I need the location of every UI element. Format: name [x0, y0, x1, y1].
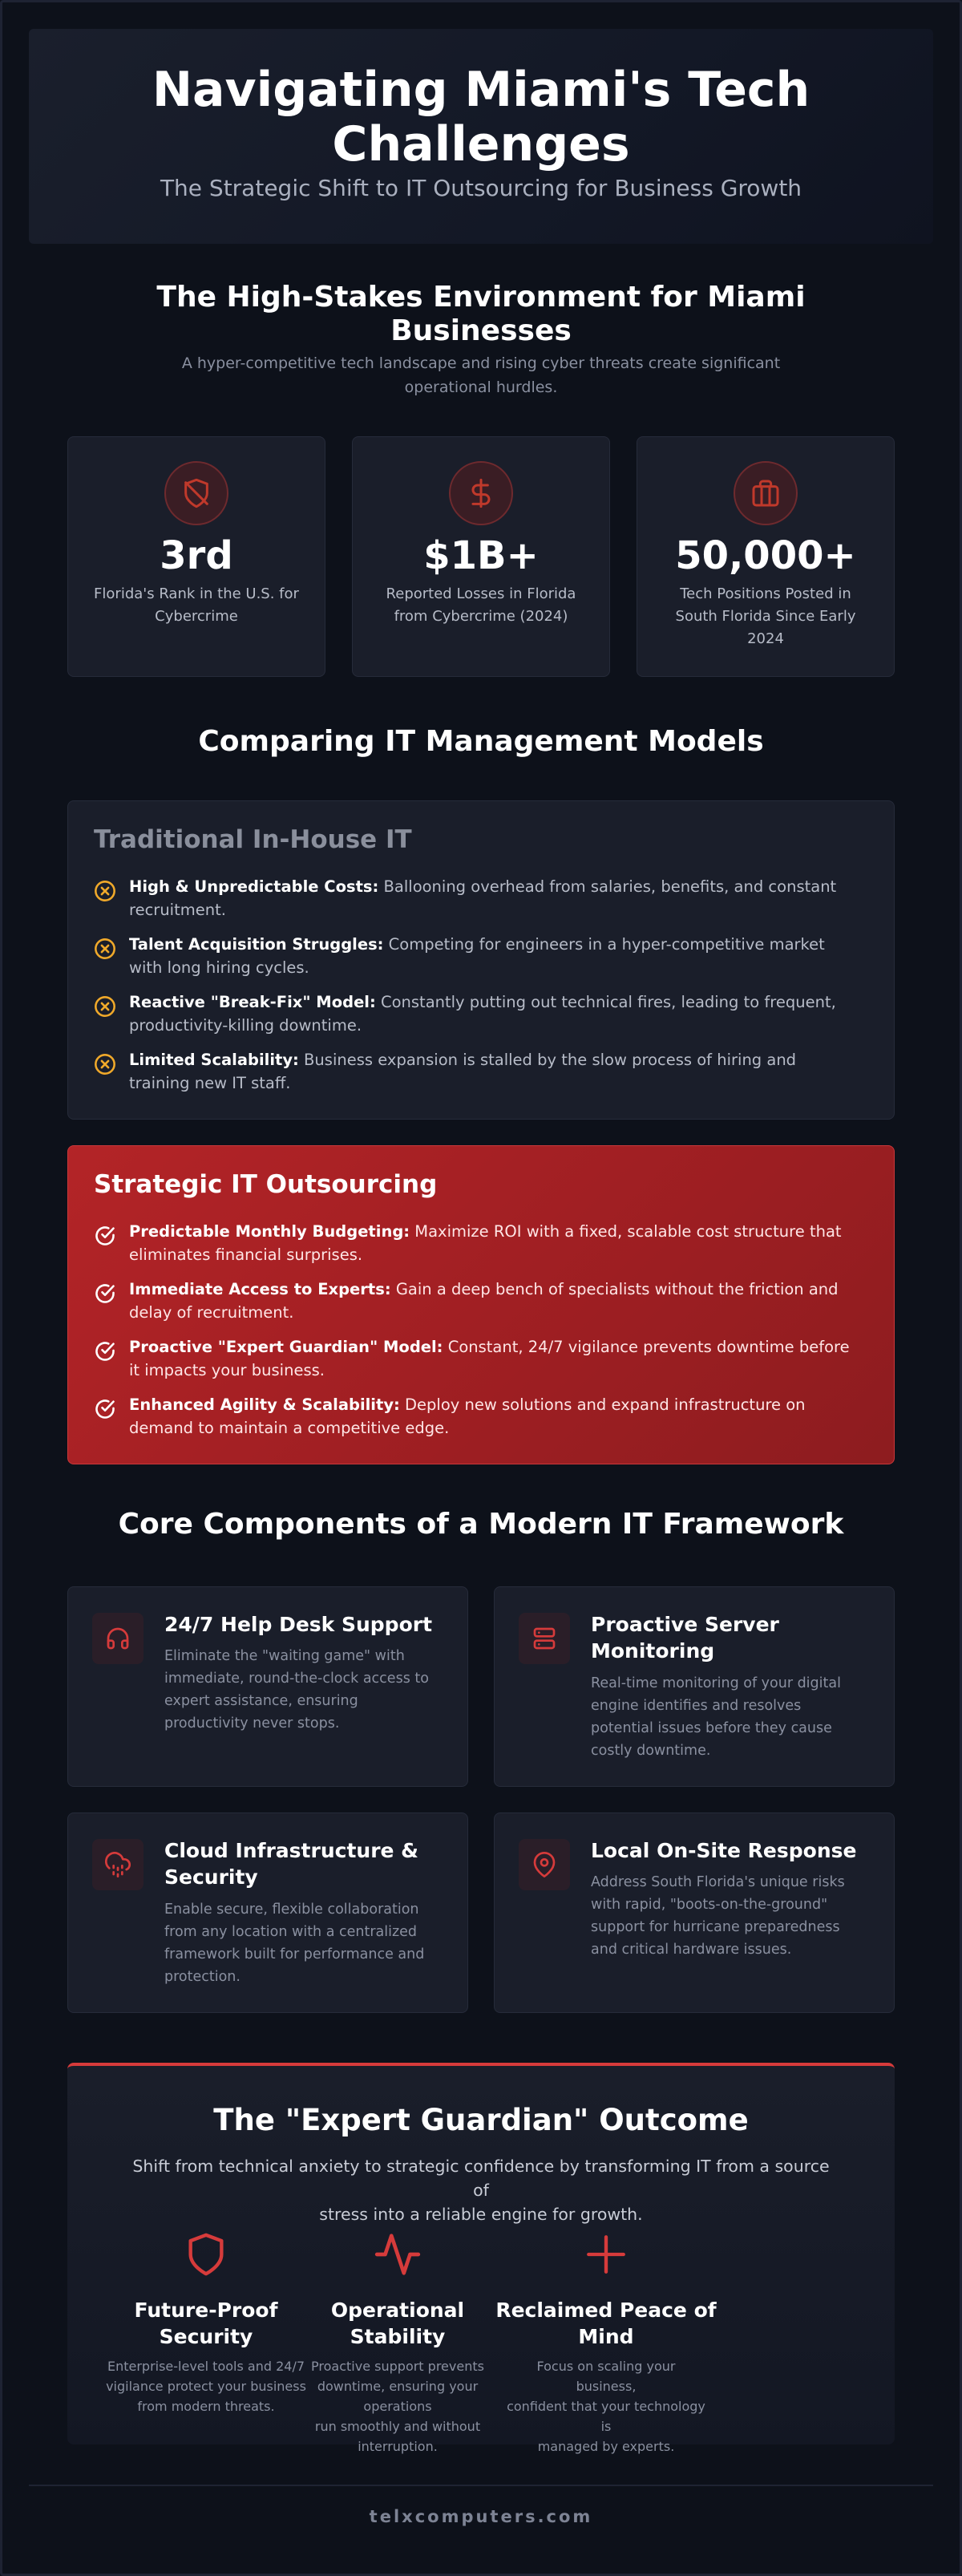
traditional-item-line1: Competing for engineers in a hyper-competitive market	[383, 935, 825, 954]
component-title	[591, 1611, 875, 1664]
outsourcing-item-line2: delay of recruitment.	[129, 1303, 294, 1322]
traditional-item-text	[129, 1048, 870, 1095]
outsourcing-title: Strategic IT Outsourcing	[94, 1170, 438, 1199]
outcome-desc-line: confident that your technology is	[507, 2399, 705, 2434]
component-title-line1: Proactive Server	[591, 1613, 779, 1636]
traditional-it-title: Traditional In-House IT	[94, 825, 412, 854]
component-desc-line: from any location with a centralized	[164, 1924, 418, 1940]
environment-desc-line1: A hyper-competitive tech landscape and rising cyber threats create significant	[181, 354, 781, 372]
environment-desc-line2: operational hurdles.	[404, 379, 558, 396]
outcome-item-title	[281, 2297, 514, 2350]
outcome-desc-line: Focus on scaling your business,	[536, 2359, 676, 2394]
outcome-desc-line: run smoothly and without	[314, 2419, 481, 2434]
check-circle-icon	[94, 1225, 116, 1247]
component-description	[591, 1871, 870, 1961]
stat-label-line1: Tech Positions Posted in	[680, 585, 851, 602]
outsourcing-item-heading: Immediate Access to Experts:	[129, 1280, 391, 1298]
traditional-item-heading: High & Unpredictable Costs:	[129, 877, 379, 896]
outcome-item	[490, 2226, 722, 2457]
component-desc-line: productivity never stops.	[164, 1715, 340, 1732]
headset-icon	[92, 1613, 143, 1664]
stat-label-line2: South Florida Since Early	[675, 608, 856, 625]
page-title	[29, 63, 933, 172]
component-desc-line: framework built for performance and	[164, 1946, 425, 1962]
traditional-item-line2: recruitment.	[129, 901, 226, 919]
component-title-line2: Monitoring	[591, 1639, 715, 1663]
traditional-item-line1: Business expansion is stalled by the slow process of hiring and	[298, 1051, 797, 1069]
outcome-desc-line: managed by experts.	[537, 2439, 675, 2454]
component-title	[164, 1837, 448, 1890]
environment-title	[0, 281, 962, 348]
traditional-item-text	[129, 933, 870, 979]
outsourcing-item-heading: Proactive "Expert Guardian" Model:	[129, 1338, 443, 1356]
traditional-item	[94, 933, 870, 981]
outcome-title-line1: Future-Proof	[134, 2299, 278, 2322]
outcome-desc-line: vigilance protect your business	[106, 2379, 306, 2394]
outsourcing-item	[94, 1278, 870, 1326]
traditional-item-text	[129, 990, 870, 1037]
outcome-item-title	[490, 2297, 722, 2350]
x-circle-icon	[94, 938, 116, 960]
component-desc-line: expert assistance, ensuring	[164, 1693, 358, 1709]
check-circle-icon	[94, 1340, 116, 1363]
stat-card-tech-positions	[637, 436, 895, 677]
component-desc-line: protection.	[164, 1969, 240, 1985]
check-circle-icon	[94, 1398, 116, 1420]
stat-label	[658, 583, 873, 650]
component-desc-line: support for hurricane preparedness	[591, 1919, 840, 1935]
stat-label-line3: 2024	[747, 630, 784, 647]
environment-description	[152, 351, 810, 399]
map-pin-icon	[519, 1839, 570, 1890]
outcome-title-line2: Mind	[578, 2325, 634, 2348]
outsourcing-card	[67, 1145, 895, 1464]
traditional-item	[94, 990, 870, 1039]
outcome-desc-line: from modern threats.	[137, 2399, 275, 2414]
outcome-title-line2: Security	[159, 2325, 253, 2348]
outcome-desc-line: Enterprise-level tools and 24/7	[107, 2359, 305, 2374]
briefcase-icon	[734, 461, 798, 525]
stat-value: 50,000+	[675, 533, 856, 578]
traditional-item-line2: training new IT staff.	[129, 1074, 291, 1092]
outcome-desc-line: downtime, ensuring your operations	[317, 2379, 479, 2414]
outcome-desc-line2: stress into a reliable engine for growth.	[319, 2205, 643, 2224]
component-title-line1: 24/7 Help Desk Support	[164, 1613, 433, 1636]
component-title-line1: Local On-Site Response	[591, 1839, 857, 1862]
footer-domain: telxcomputers.com	[369, 2507, 593, 2526]
dollar-icon	[449, 461, 513, 525]
component-card	[67, 1813, 468, 2013]
component-desc-line: with rapid, "boots-on-the-ground"	[591, 1897, 828, 1913]
traditional-item-line1: Constantly putting out technical fires, leading to frequent,	[375, 993, 836, 1011]
component-description	[164, 1645, 443, 1735]
activity-icon	[281, 2226, 514, 2282]
environment-title-line2: Businesses	[390, 314, 572, 347]
stat-value: 3rd	[160, 533, 233, 578]
traditional-item-line1: Ballooning overhead from salaries, benefits, and constant	[378, 877, 837, 896]
outcome-desc-line1: Shift from technical anxiety to strategic confidence by transforming IT from a source of	[132, 2157, 830, 2200]
component-desc-line: costly downtime.	[591, 1743, 711, 1759]
outsourcing-item-text	[129, 1220, 870, 1266]
traditional-item	[94, 1048, 870, 1096]
component-desc-line: and critical hardware issues.	[591, 1942, 792, 1958]
environment-title-line1: The High-Stakes Environment for Miami	[156, 281, 806, 314]
comparison-title: Comparing IT Management Models	[198, 725, 764, 758]
cloud-icon	[92, 1839, 143, 1890]
outsourcing-item-text	[129, 1335, 870, 1382]
component-desc-line: Real-time monitoring of your digital	[591, 1675, 841, 1691]
traditional-it-card	[67, 800, 895, 1120]
page-title-line2: Challenges	[332, 116, 630, 172]
component-card	[494, 1813, 895, 2013]
components-title: Core Components of a Modern IT Framework	[118, 1508, 844, 1541]
traditional-item	[94, 875, 870, 923]
traditional-item-heading: Reactive "Break-Fix" Model:	[129, 993, 376, 1011]
page-subtitle: The Strategic Shift to IT Outsourcing for Business Growth	[160, 175, 802, 201]
component-desc-line: potential issues before they cause	[591, 1720, 832, 1736]
outsourcing-item-heading: Enhanced Agility & Scalability:	[129, 1395, 400, 1414]
traditional-item-line2: productivity-killing downtime.	[129, 1016, 362, 1035]
check-circle-icon	[94, 1282, 116, 1305]
stat-label	[89, 583, 304, 628]
component-description	[164, 1898, 443, 1988]
page-title-line1: Navigating Miami's Tech	[152, 62, 810, 118]
outcome-description	[123, 2154, 839, 2226]
stat-label-line2: Cybercrime	[155, 608, 238, 625]
outcome-title-line1: Operational Stability	[330, 2299, 465, 2348]
component-title-line1: Cloud Infrastructure &	[164, 1839, 418, 1862]
outsourcing-item-line1: Maximize ROI with a fixed, scalable cost structure that	[410, 1222, 842, 1241]
outsourcing-item-line1: Deploy new solutions and expand infrastructure on	[399, 1395, 806, 1414]
outcome-title-line1: Reclaimed Peace of	[495, 2299, 717, 2322]
outsourcing-item-line1: Constant, 24/7 vigilance prevents downtime before	[443, 1338, 850, 1356]
component-title	[164, 1611, 448, 1638]
stat-card-cybercrime-rank	[67, 436, 325, 677]
footer-divider	[29, 2485, 933, 2486]
outsourcing-item-line2: demand to maintain a competitive edge.	[129, 1419, 450, 1437]
stat-value: $1B+	[423, 533, 539, 578]
outcome-desc-line: interruption.	[358, 2439, 438, 2454]
outsourcing-item	[94, 1335, 870, 1383]
x-circle-icon	[94, 880, 116, 902]
hero-banner	[29, 29, 933, 244]
outsourcing-item-line2: it impacts your business.	[129, 1361, 325, 1379]
traditional-item-heading: Limited Scalability:	[129, 1051, 299, 1069]
component-card	[67, 1586, 468, 1787]
outsourcing-item-text	[129, 1393, 870, 1440]
component-title	[591, 1837, 875, 1864]
outsourcing-item-heading: Predictable Monthly Budgeting:	[129, 1222, 410, 1241]
outsourcing-item	[94, 1393, 870, 1441]
component-desc-line: Enable secure, flexible collaboration	[164, 1902, 419, 1918]
outcome-item-description	[490, 2356, 722, 2457]
shield-off-icon	[164, 461, 228, 525]
stat-card-reported-losses	[352, 436, 610, 677]
outcome-item-description	[281, 2356, 514, 2457]
component-description	[591, 1672, 870, 1762]
component-desc-line: Address South Florida's unique risks	[591, 1874, 845, 1890]
stat-label-line1: Reported Losses in Florida	[386, 585, 576, 602]
x-circle-icon	[94, 995, 116, 1018]
component-desc-line: Eliminate the "waiting game" with	[164, 1648, 405, 1664]
outcome-item	[281, 2226, 514, 2457]
outsourcing-item	[94, 1220, 870, 1268]
component-title-line2: Security	[164, 1865, 258, 1889]
x-circle-icon	[94, 1053, 116, 1075]
outsourcing-item-line1: Gain a deep bench of specialists without the friction and	[390, 1280, 839, 1298]
traditional-item-heading: Talent Acquisition Struggles:	[129, 935, 384, 954]
component-desc-line: engine identifies and resolves	[591, 1698, 802, 1714]
outcome-desc-line: Proactive support prevents	[311, 2359, 484, 2374]
outsourcing-item-text	[129, 1278, 870, 1324]
server-icon	[519, 1613, 570, 1664]
component-desc-line: immediate, round-the-clock access to	[164, 1671, 429, 1687]
traditional-item-line2: with long hiring cycles.	[129, 958, 309, 977]
stat-label-line1: Florida's Rank in the U.S. for	[94, 585, 299, 602]
stat-label-line2: from Cybercrime (2024)	[394, 608, 568, 625]
plus-icon	[490, 2226, 722, 2282]
outsourcing-item-line2: eliminates financial surprises.	[129, 1245, 363, 1264]
stat-label	[374, 583, 588, 628]
outcome-title: The "Expert Guardian" Outcome	[213, 2103, 749, 2137]
traditional-item-text	[129, 875, 870, 921]
component-card	[494, 1586, 895, 1787]
outcome-panel	[67, 2063, 895, 2454]
